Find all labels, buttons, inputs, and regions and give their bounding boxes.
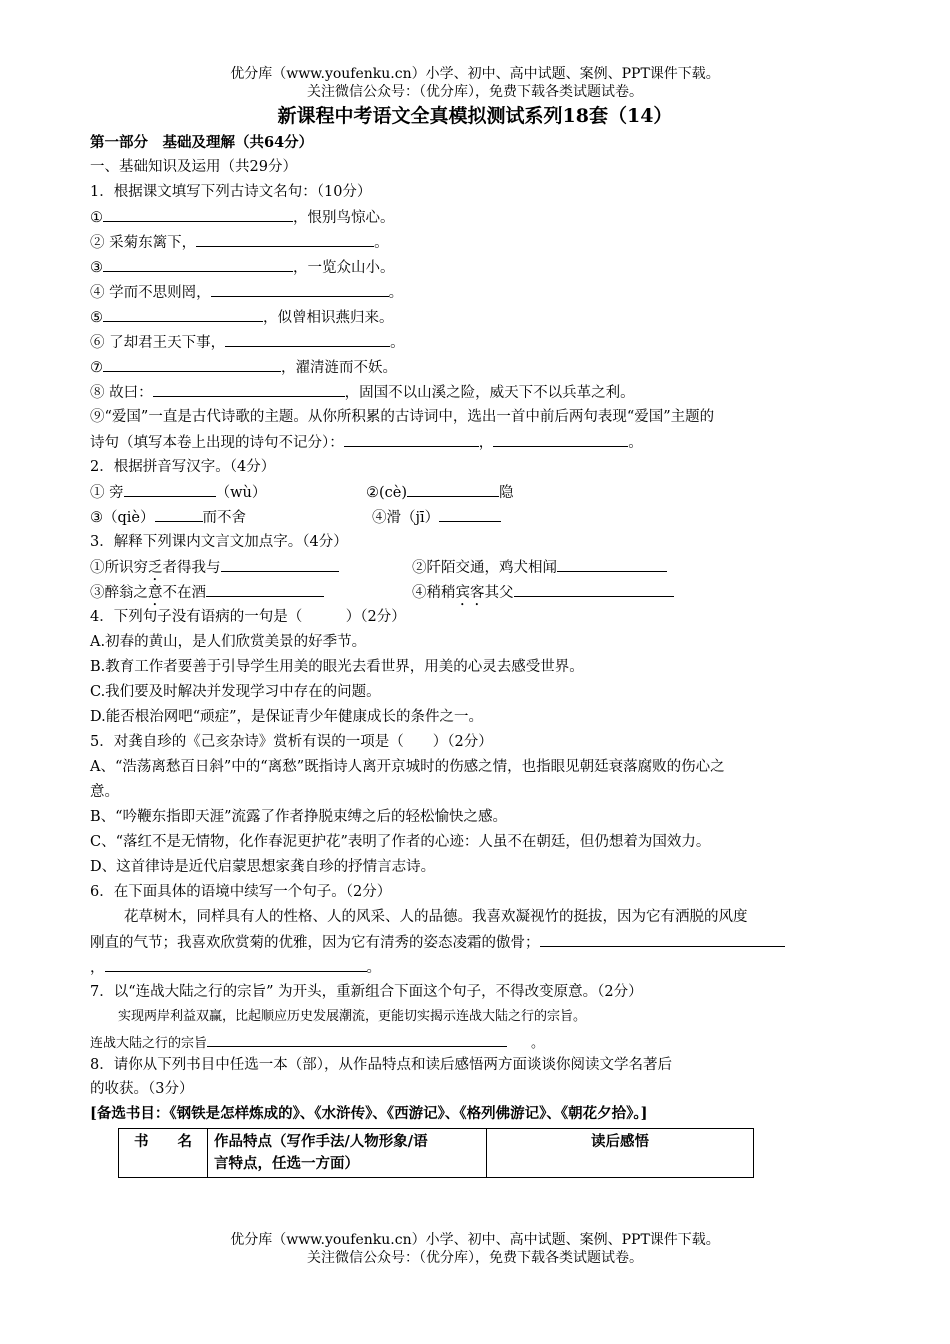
answer-blank[interactable] [155, 507, 203, 522]
q1-item-1: ① ，恨别鸟惊心。 [90, 207, 395, 228]
q8-answer-table [118, 1128, 754, 1178]
q2-item-2: ②(cè) 隐 [366, 482, 514, 503]
q3-item-2: ②阡陌交通，鸡犬相闻 [412, 557, 667, 578]
q4-stem: 4．下列句子没有语病的一句是（ ）（2分） [90, 609, 406, 625]
answer-blank[interactable] [196, 232, 374, 247]
q6-para-2: 刚直的气节；我喜欢欣赏菊的优雅，因为它有清秀的姿态凌霜的傲骨； [90, 932, 785, 953]
q1-item-9-cont: 诗句（填写本卷上出现的诗句不记分）： ， 。 [90, 432, 643, 453]
answer-blank[interactable] [105, 957, 367, 972]
q4-option-d: D.能否根治网吧“顽症”，是保证青少年健康成长的条件之一。 [90, 709, 484, 725]
q6-para-3: ， 。 [90, 957, 381, 978]
table-header-reflection: 读后感悟 [487, 1129, 754, 1178]
footer-line-1: 优分库（www.youfenku.cn）小学、初中、高中试题、案例、PPT课件下载。 [230, 1232, 720, 1248]
q1-item-7: ⑦ ，濯清涟而不妖。 [90, 357, 397, 378]
table-header-features: 作品特点（写作手法/人物形象/语 言特点，任选一方面） [208, 1129, 487, 1178]
q2-item-4: ④滑（jī） [372, 507, 501, 528]
q1-item-9: ⑨“爱国”一直是古代诗歌的主题。从你所积累的古诗词中，选出一首中前后两句表现“爱国”主题的 [90, 409, 715, 425]
q1-stem: 1．根据课文填写下列古诗文名句：（10分） [90, 184, 372, 200]
section-heading: 一、基础知识及运用（共29分） [90, 159, 297, 175]
q1-item-5: ⑤ ，似曾相识燕归来。 [90, 307, 394, 328]
footer-line-2: 关注微信公众号：（优分库），免费下载各类试题试卷。 [307, 1250, 643, 1266]
q1-item-8: ⑧ 故曰： ，固国不以山溪之险，威天下不以兵革之利。 [90, 382, 635, 403]
q8-book-list: [备选书目：《钢铁是怎样炼成的》、《水浒传》、《西游记》、《格列佛游记》、《朝花夕拾》。] [90, 1105, 648, 1122]
answer-blank[interactable] [225, 332, 390, 347]
q5-stem: 5．对龚自珍的《己亥杂诗》赏析有误的一项是（ ）（2分） [90, 734, 493, 750]
q3-stem: 3．解释下列课内文言文加点字。（4分） [90, 534, 348, 550]
q5-option-b: B、“吟鞭东指即天涯”流露了作者挣脱束缚之后的轻松愉快之感。 [90, 809, 507, 825]
answer-blank[interactable] [514, 582, 674, 597]
q8-stem-cont: 的收获。（3分） [90, 1081, 194, 1097]
q1-item-3: ③ ，一览众山小。 [90, 257, 395, 278]
q6-stem: 6．在下面具体的语境中续写一个句子。（2分） [90, 884, 392, 900]
answer-blank[interactable] [206, 582, 324, 597]
q2-stem: 2．根据拼音写汉字。（4分） [90, 459, 276, 475]
answer-blank[interactable] [124, 482, 216, 497]
q3-item-3: ③醉翁之意不在酒 [90, 582, 324, 609]
answer-blank[interactable] [211, 282, 389, 297]
q2-item-1: ① 旁 （wù） [90, 482, 266, 503]
q5-option-a: A、“浩荡离愁百日斜”中的“离愁”既指诗人离开京城时的伤感之情，也指眼见朝廷衰落腐败的伤心之 [90, 759, 725, 775]
header-line-2: 关注微信公众号：（优分库），免费下载各类试题试卷。 [307, 84, 643, 100]
answer-blank[interactable] [103, 307, 263, 322]
answer-blank[interactable] [221, 557, 339, 572]
page-title: 新课程中考语文全真模拟测试系列18套（14） [277, 105, 673, 127]
q3-item-4: ④稍稍宾客其父 [412, 582, 674, 609]
answer-blank[interactable] [344, 432, 479, 447]
answer-blank[interactable] [540, 932, 785, 947]
table-header-book: 书 名 [119, 1129, 208, 1178]
answer-blank[interactable] [103, 207, 293, 222]
q4-option-c: C.我们要及时解决并发现学习中存在的问题。 [90, 684, 381, 700]
q7-answer: 连战大陆之行的宗旨 。 [90, 1032, 544, 1054]
q7-sentence: 实现两岸利益双赢，比起顺应历史发展潮流，更能切实揭示连战大陆之行的宗旨。 [118, 1009, 587, 1024]
q2-item-3: ③（qiè） 而不舍 [90, 507, 246, 528]
q1-item-6: ⑥ 了却君王天下事， 。 [90, 332, 405, 353]
q5-option-a-cont: 意。 [90, 784, 119, 800]
q6-para-1: 花草树木，同样具有人的性格、人的风采、人的品德。我喜欢凝视竹的挺拔，因为它有洒脱的风度 [124, 909, 748, 925]
q1-item-4: ④ 学而不思则罔， 。 [90, 282, 403, 303]
answer-blank[interactable] [207, 1032, 507, 1047]
q8-stem: 8．请你从下列书目中任选一本（部），从作品特点和读后感悟两方面谈谈你阅读文学名著后 [90, 1057, 672, 1073]
q7-stem: 7．以“连战大陆之行的宗旨” 为开头，重新组合下面这个句子，不得改变原意。（2分） [90, 984, 643, 1000]
q3-item-1: ①所识穷乏者得我与 [90, 557, 339, 584]
answer-blank[interactable] [103, 257, 293, 272]
answer-blank[interactable] [493, 432, 628, 447]
q5-option-d: D、这首律诗是近代启蒙思想家龚自珍的抒情言志诗。 [90, 859, 436, 875]
part-heading: 第一部分 基础及理解（共64分） [90, 134, 314, 151]
answer-blank[interactable] [153, 382, 345, 397]
answer-blank[interactable] [439, 507, 501, 522]
header-line-1: 优分库（www.youfenku.cn）小学、初中、高中试题、案例、PPT课件下载。 [230, 66, 720, 82]
q4-option-a: A.初春的黄山，是人们欣赏美景的好季节。 [90, 634, 367, 650]
answer-blank[interactable] [103, 357, 281, 372]
q5-option-c: C、“落红不是无情物，化作春泥更护花”表明了作者的心迹：人虽不在朝廷，但仍想着为国效力。 [90, 834, 711, 850]
answer-blank[interactable] [407, 482, 499, 497]
q1-item-2: ② 采菊东篱下， 。 [90, 232, 389, 253]
answer-blank[interactable] [557, 557, 667, 572]
q4-option-b: B.教育工作者要善于引导学生用美的眼光去看世界，用美的心灵去感受世界。 [90, 659, 584, 675]
